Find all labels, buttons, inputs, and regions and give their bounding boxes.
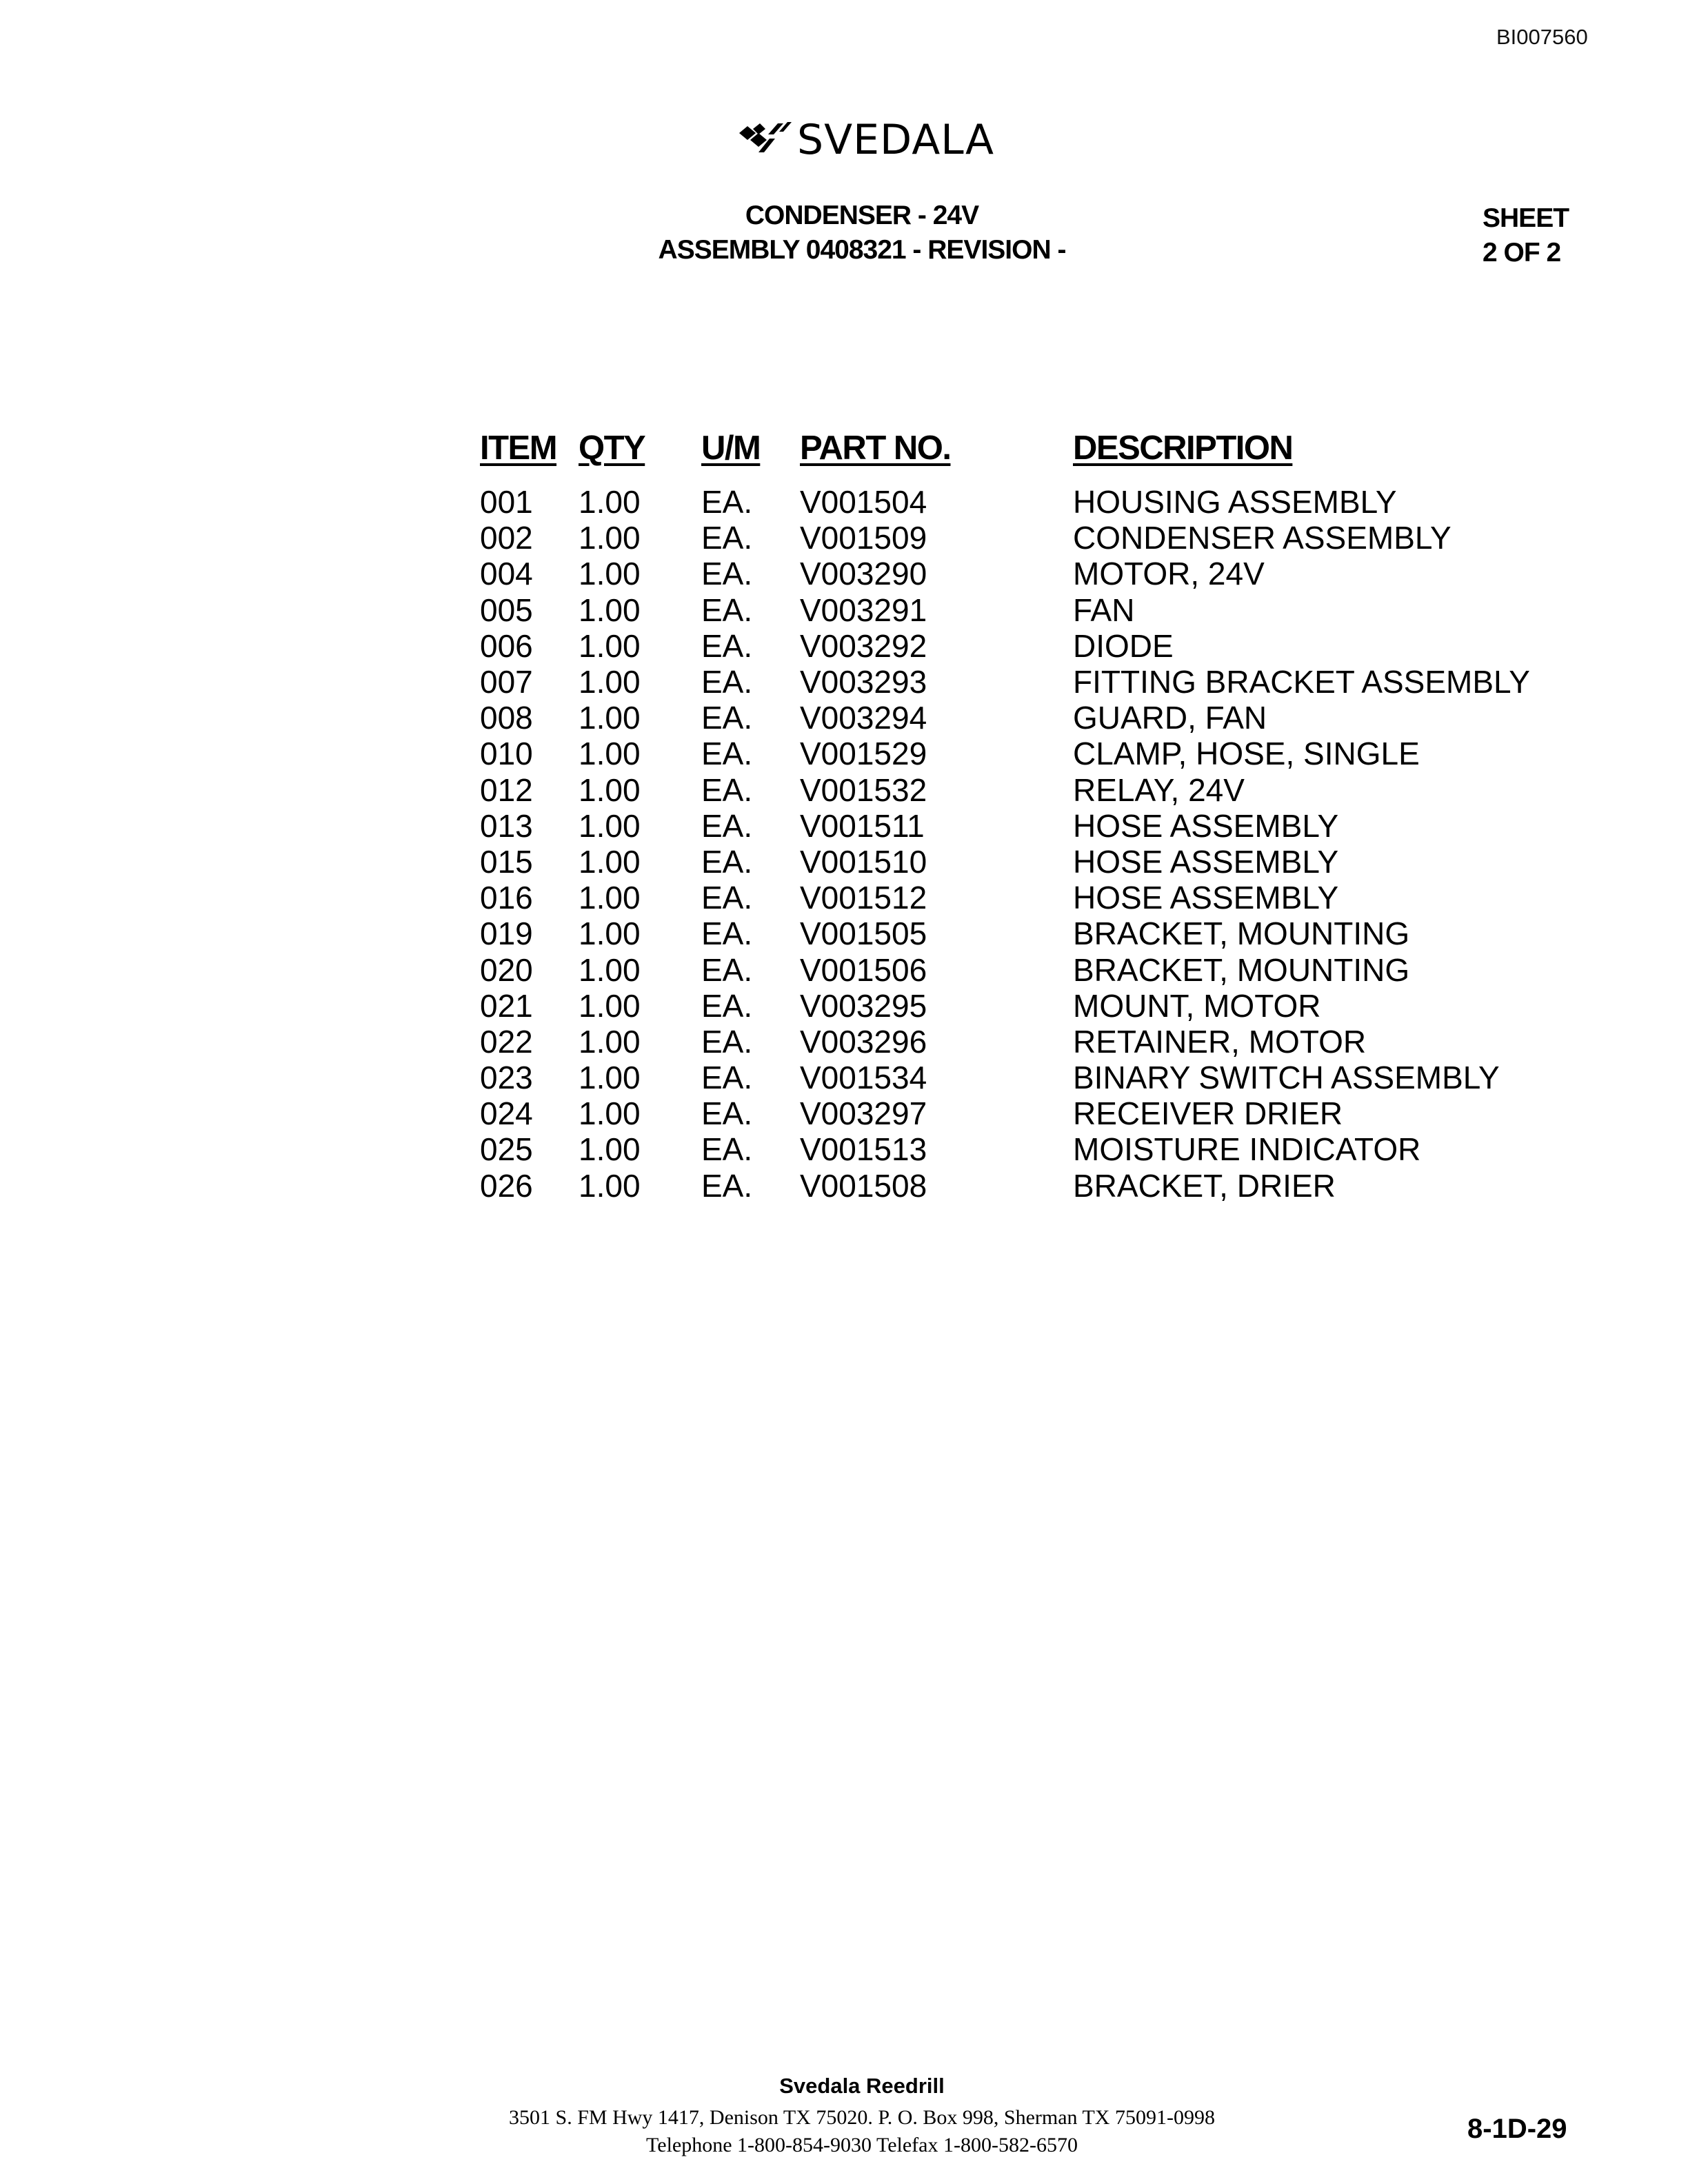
cell-item: 021 [480,987,533,1024]
cell-description: CONDENSER ASSEMBLY [1073,520,1451,556]
cell-description: HOSE ASSEMBLY [1073,880,1339,916]
cell-um: EA. [701,556,753,592]
cell-um: EA. [701,736,753,772]
header-item: ITEM [480,429,557,467]
sheet-indicator [1483,201,1569,270]
table-row [480,844,1556,880]
company-logo [738,116,994,164]
cell-description: HOSE ASSEMBLY [1073,807,1339,844]
title-line-1: CONDENSER - 24V [745,201,979,230]
cell-qty: 1.00 [579,1060,641,1096]
cell-part-no: V001534 [800,1060,927,1096]
cell-item: 024 [480,1095,533,1132]
cell-um: EA. [701,843,753,880]
cell-um: EA. [701,771,753,808]
header-qty: QTY [579,429,645,467]
cell-qty: 1.00 [579,916,641,952]
cell-description: BRACKET, MOUNTING [1073,951,1410,988]
cell-item: 012 [480,771,533,808]
cell-qty: 1.00 [579,627,641,664]
cell-um: EA. [701,1060,753,1096]
cell-description: GUARD, FAN [1073,700,1267,736]
table-row [480,592,1556,628]
table-row [480,484,1556,520]
cell-description: HOSE ASSEMBLY [1073,843,1339,880]
table-row [480,916,1556,951]
header-part-no: PART NO. [800,429,951,467]
cell-description: CLAMP, HOSE, SINGLE [1073,736,1420,772]
parts-list-table [480,429,1556,1204]
cell-item: 008 [480,700,533,736]
cell-description: BINARY SWITCH ASSEMBLY [1073,1060,1500,1096]
table-row [480,772,1556,808]
cell-item: 020 [480,951,533,988]
cell-part-no: V001511 [800,807,925,844]
svedala-diamond-logo-icon [738,121,794,159]
cell-item: 023 [480,1060,533,1096]
table-row [480,1060,1556,1095]
cell-um: EA. [701,1167,753,1204]
cell-qty: 1.00 [579,736,641,772]
table-row [480,880,1556,916]
page-code: 8-1D-29 [1467,2114,1567,2144]
cell-item: 025 [480,1131,533,1168]
cell-item: 004 [480,556,533,592]
footer-address [414,2104,1310,2159]
footer-address-line-1: 3501 S. FM Hwy 1417, Denison TX 75020. P. O. Box 998, Sherman TX 75091-0998 [509,2106,1215,2129]
cell-qty: 1.00 [579,556,641,592]
cell-qty: 1.00 [579,807,641,844]
table-row [480,700,1556,736]
cell-description: FITTING BRACKET ASSEMBLY [1073,664,1530,700]
table-row [480,1168,1556,1204]
logo-wordmark: SVEDALA [797,116,995,164]
cell-part-no: V001532 [800,771,927,808]
cell-description: BRACKET, MOUNTING [1073,916,1410,952]
cell-part-no: V001505 [800,916,927,952]
table-row [480,988,1556,1024]
cell-description: BRACKET, DRIER [1073,1167,1336,1204]
cell-um: EA. [701,520,753,556]
cell-qty: 1.00 [579,1095,641,1132]
cell-um: EA. [701,951,753,988]
cell-part-no: V003290 [800,556,927,592]
cell-description: FAN [1073,592,1135,628]
cell-part-no: V001512 [800,880,927,916]
table-row [480,556,1556,592]
cell-item: 019 [480,916,533,952]
table-row [480,1024,1556,1060]
cell-um: EA. [701,1131,753,1168]
cell-um: EA. [701,700,753,736]
cell-description: DIODE [1073,627,1174,664]
cell-um: EA. [701,592,753,628]
cell-qty: 1.00 [579,987,641,1024]
table-row [480,664,1556,700]
table-row [480,520,1556,556]
cell-qty: 1.00 [579,771,641,808]
cell-part-no: V003294 [800,700,927,736]
cell-qty: 1.00 [579,484,641,520]
cell-part-no: V001506 [800,951,927,988]
cell-um: EA. [701,1023,753,1060]
table-row [480,1131,1556,1167]
cell-description: RETAINER, MOTOR [1073,1023,1367,1060]
cell-description: MOTOR, 24V [1073,556,1265,592]
cell-description: RELAY, 24V [1073,771,1245,808]
table-header-row [480,429,1556,484]
cell-um: EA. [701,664,753,700]
cell-part-no: V001513 [800,1131,927,1168]
title-line-2: ASSEMBLY 0408321 - REVISION - [658,235,1066,265]
cell-part-no: V003292 [800,627,927,664]
cell-item: 002 [480,520,533,556]
document-title [621,199,1103,267]
cell-description: RECEIVER DRIER [1073,1095,1343,1132]
cell-part-no: V003295 [800,987,927,1024]
cell-um: EA. [701,1095,753,1132]
cell-qty: 1.00 [579,520,641,556]
cell-qty: 1.00 [579,880,641,916]
cell-um: EA. [701,916,753,952]
cell-item: 005 [480,592,533,628]
cell-item: 016 [480,880,533,916]
cell-qty: 1.00 [579,1023,641,1060]
cell-qty: 1.00 [579,1131,641,1168]
cell-qty: 1.00 [579,664,641,700]
table-row [480,628,1556,664]
cell-item: 010 [480,736,533,772]
cell-part-no: V001508 [800,1167,927,1204]
cell-um: EA. [701,484,753,520]
table-row [480,951,1556,987]
sheet-value: 2 OF 2 [1483,238,1561,267]
cell-item: 026 [480,1167,533,1204]
parts-table-body [480,484,1556,1204]
cell-part-no: V001509 [800,520,927,556]
cell-description: MOUNT, MOTOR [1073,987,1321,1024]
cell-part-no: V003291 [800,592,927,628]
cell-item: 015 [480,843,533,880]
header-description: DESCRIPTION [1073,429,1293,467]
cell-item: 013 [480,807,533,844]
cell-item: 022 [480,1023,533,1060]
cell-qty: 1.00 [579,1167,641,1204]
footer-address-line-2: Telephone 1-800-854-9030 Telefax 1-800-582-6570 [646,2134,1078,2156]
cell-item: 006 [480,627,533,664]
cell-um: EA. [701,627,753,664]
cell-qty: 1.00 [579,951,641,988]
cell-part-no: V001504 [800,484,927,520]
cell-um: EA. [701,987,753,1024]
cell-description: MOISTURE INDICATOR [1073,1131,1421,1168]
cell-part-no: V001529 [800,736,927,772]
cell-item: 001 [480,484,533,520]
cell-part-no: V003297 [800,1095,927,1132]
cell-description: HOUSING ASSEMBLY [1073,484,1397,520]
table-row [480,808,1556,844]
header-um: U/M [701,429,761,467]
cell-qty: 1.00 [579,700,641,736]
table-row [480,736,1556,771]
table-row [480,1095,1556,1131]
cell-part-no: V003293 [800,664,927,700]
cell-part-no: V001510 [800,843,927,880]
sheet-label: SHEET [1483,203,1569,233]
cell-um: EA. [701,807,753,844]
cell-part-no: V003296 [800,1023,927,1060]
footer-company-name: Svedala Reedrill [779,2074,945,2098]
cell-qty: 1.00 [579,592,641,628]
cell-um: EA. [701,880,753,916]
cell-qty: 1.00 [579,843,641,880]
cell-item: 007 [480,664,533,700]
document-id: BI007560 [1496,25,1588,49]
